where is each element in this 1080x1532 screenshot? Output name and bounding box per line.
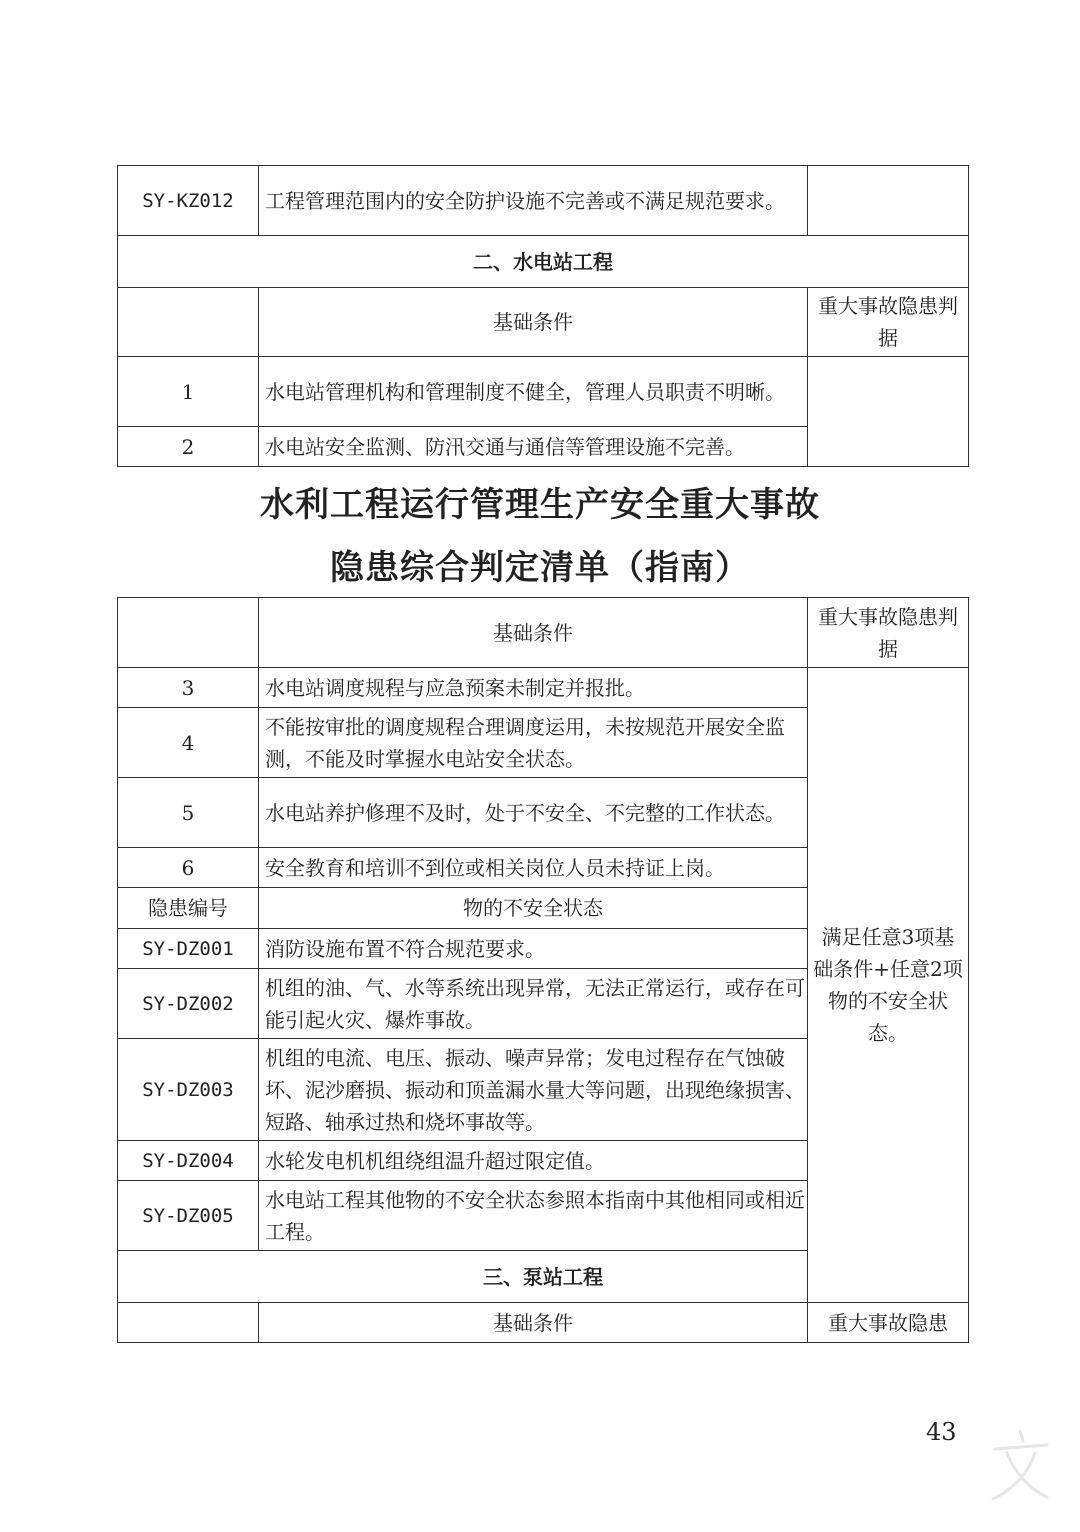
wen-character-watermark-icon [985,1425,1055,1505]
section-row [118,1251,969,1303]
condition-number: 5 [118,778,259,848]
empty-cell [118,288,259,357]
header-basic-conditions: 基础条件 [259,1303,808,1343]
condition-text: 安全教育和培训不到位或相关岗位人员未持证上岗。 [259,848,808,888]
hazard-text: 工程管理范围内的安全防护设施不完善或不满足规范要求。 [259,166,808,236]
document-title-line1: 水利工程运行管理生产安全重大事故 [260,485,820,525]
hazard-code: SY-DZ003 [118,1039,259,1141]
empty-cell [118,598,259,668]
hazard-code: SY-DZ002 [118,969,259,1039]
empty-cell [118,1303,259,1343]
condition-text: 水电站安全监测、防汛交通与通信等管理设施不完善。 [259,427,808,467]
table-hydropower-part1 [117,165,969,467]
criterion-cell: 满足任意3项基础条件+任意2项物的不安全状态。 [808,668,969,1303]
condition-number: 1 [118,357,259,427]
header-criterion: 重大事故隐患 [808,1303,969,1343]
table-hydropower-part2 [117,597,969,1343]
empty-cell [808,166,969,236]
condition-number: 2 [118,427,259,467]
table-row [118,668,969,708]
condition-number: 4 [118,708,259,778]
hazard-code: SY-DZ005 [118,1181,259,1251]
criterion-cell-empty [808,357,969,467]
condition-number: 3 [118,668,259,708]
header-hazard-code: 隐患编号 [118,888,259,929]
header-unsafe-state: 物的不安全状态 [259,888,808,929]
condition-text: 水电站调度规程与应急预案未制定并报批。 [259,668,808,708]
condition-text: 水电站养护修理不及时，处于不安全、不完整的工作状态。 [259,778,808,848]
condition-text: 水电站管理机构和管理制度不健全，管理人员职责不明晰。 [259,357,808,427]
hazard-code: SY-DZ004 [118,1141,259,1181]
hazard-code: SY-DZ001 [118,929,259,969]
header-criterion: 重大事故隐患判据 [808,598,969,668]
hazard-code: SY-KZ012 [118,166,259,236]
condition-text: 不能按审批的调度规程合理调度运用，未按规范开展安全监测，不能及时掌握水电站安全状态。 [259,708,808,778]
header-basic-conditions: 基础条件 [259,288,808,357]
hazard-text: 消防设施布置不符合规范要求。 [259,929,808,969]
page-number: 43 [926,1418,957,1446]
header-criterion: 重大事故隐患判据 [808,288,969,357]
header-row [118,598,969,668]
section-title: 二、水电站工程 [118,236,969,288]
hazard-text: 水电站工程其他物的不安全状态参照本指南中其他相同或相近工程。 [259,1181,808,1251]
table-row [118,357,969,427]
condition-number: 6 [118,848,259,888]
header-basic-conditions: 基础条件 [259,598,808,668]
hazard-text: 机组的电流、电压、振动、噪声异常；发电过程存在气蚀破坏、泥沙磨损、振动和顶盖漏水量大等问题，出现绝缘损害、短路、轴承过热和烧坏事故等。 [259,1039,808,1141]
section-title: 三、泵站工程 [118,1251,969,1303]
document-title-line2: 隐患综合判定清单（指南） [330,548,750,588]
header-row [118,288,969,357]
header-row [118,1303,969,1343]
section-row [118,236,969,288]
table-row [118,166,969,236]
hazard-text: 机组的油、气、水等系统出现异常，无法正常运行，或存在可能引起火灾、爆炸事故。 [259,969,808,1039]
hazard-text: 水轮发电机机组绕组温升超过限定值。 [259,1141,808,1181]
